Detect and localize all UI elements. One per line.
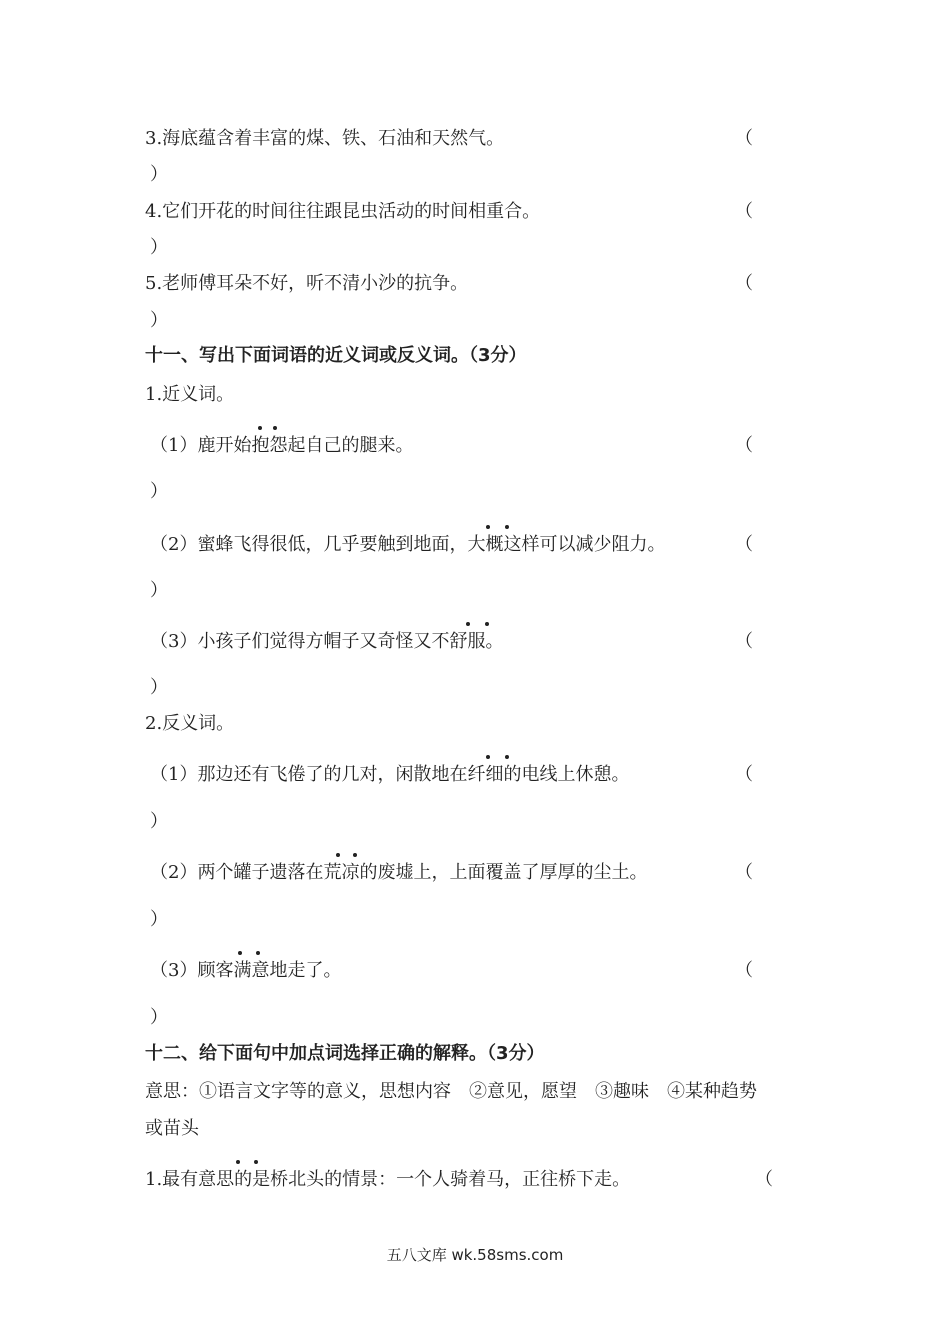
answer-paren-open: （ — [755, 1169, 773, 1190]
answer-paren-open: （ — [735, 631, 753, 652]
synonym-item-3: （3）小孩子们觉得方帽子又奇怪又不舒服。 — [150, 631, 504, 652]
emphasis-dot — [258, 426, 262, 430]
answer-paren-open: （ — [735, 960, 753, 981]
synonym-item-1: （1）鹿开始抱怨起自己的腿来。 — [150, 435, 414, 456]
answer-paren-open: （ — [735, 201, 753, 222]
emphasis-dot — [485, 622, 489, 626]
emphasis-dot — [236, 1160, 240, 1164]
judgement-item-5: 5.老师傅耳朵不好，听不清小沙的抗争。 — [145, 273, 469, 294]
answer-paren-close: ） — [150, 811, 168, 832]
emphasis-dot — [336, 853, 340, 857]
emphasis-dot — [466, 622, 470, 626]
section-12-title: 十二、给下面句中加点词选择正确的解释。（3分） — [145, 1043, 545, 1064]
answer-paren-close: ） — [150, 481, 168, 502]
emphasis-dot — [273, 426, 277, 430]
answer-paren-open: （ — [735, 764, 753, 785]
emphasis-dot — [505, 525, 509, 529]
answer-paren-close: ） — [150, 909, 168, 930]
definition-options: 意思：①语言文字等的意义，思想内容 ②意见，愿望 ③趣味 ④某种趋势 — [145, 1081, 757, 1102]
explanation-item-1: 1.最有意思的是桥北头的情景：一个人骑着马，正往桥下走。 — [145, 1169, 631, 1190]
footer-watermark: 五八文库 wk.58sms.com — [386, 1246, 564, 1264]
emphasis-dot — [486, 755, 490, 759]
antonym-item-2: （2）两个罐子遗落在荒凉的废墟上，上面覆盖了厚厚的尘土。 — [150, 862, 648, 883]
synonym-label: 1.近义词。 — [145, 384, 235, 405]
answer-paren-open: （ — [735, 273, 753, 294]
answer-paren-open: （ — [735, 128, 753, 149]
answer-paren-close: ） — [150, 1007, 168, 1028]
antonym-item-3: （3）顾客满意地走了。 — [150, 960, 342, 981]
antonym-label: 2.反义词。 — [145, 713, 235, 734]
emphasis-dot — [238, 951, 242, 955]
answer-paren-close: ） — [150, 237, 168, 258]
answer-paren-open: （ — [735, 534, 753, 555]
emphasis-dot — [254, 1160, 258, 1164]
answer-paren-open: （ — [735, 862, 753, 883]
emphasis-dot — [486, 525, 490, 529]
definition-options-continued: 或苗头 — [145, 1118, 199, 1139]
emphasis-dot — [505, 755, 509, 759]
answer-paren-close: ） — [150, 310, 168, 331]
synonym-item-2: （2）蜜蜂飞得很低，几乎要触到地面，大概这样可以减少阻力。 — [150, 534, 666, 555]
emphasis-dot — [353, 853, 357, 857]
antonym-item-1: （1）那边还有飞倦了的几对，闲散地在纤细的电线上休憩。 — [150, 764, 630, 785]
answer-paren-close: ） — [150, 677, 168, 698]
judgement-item-3: 3.海底蕴含着丰富的煤、铁、石油和天然气。 — [145, 128, 505, 149]
answer-paren-open: （ — [735, 435, 753, 456]
section-11-title: 十一、写出下面词语的近义词或反义词。（3分） — [145, 345, 527, 366]
answer-paren-close: ） — [150, 164, 168, 185]
answer-paren-close: ） — [150, 580, 168, 601]
judgement-item-4: 4.它们开花的时间往往跟昆虫活动的时间相重合。 — [145, 201, 541, 222]
emphasis-dot — [256, 951, 260, 955]
